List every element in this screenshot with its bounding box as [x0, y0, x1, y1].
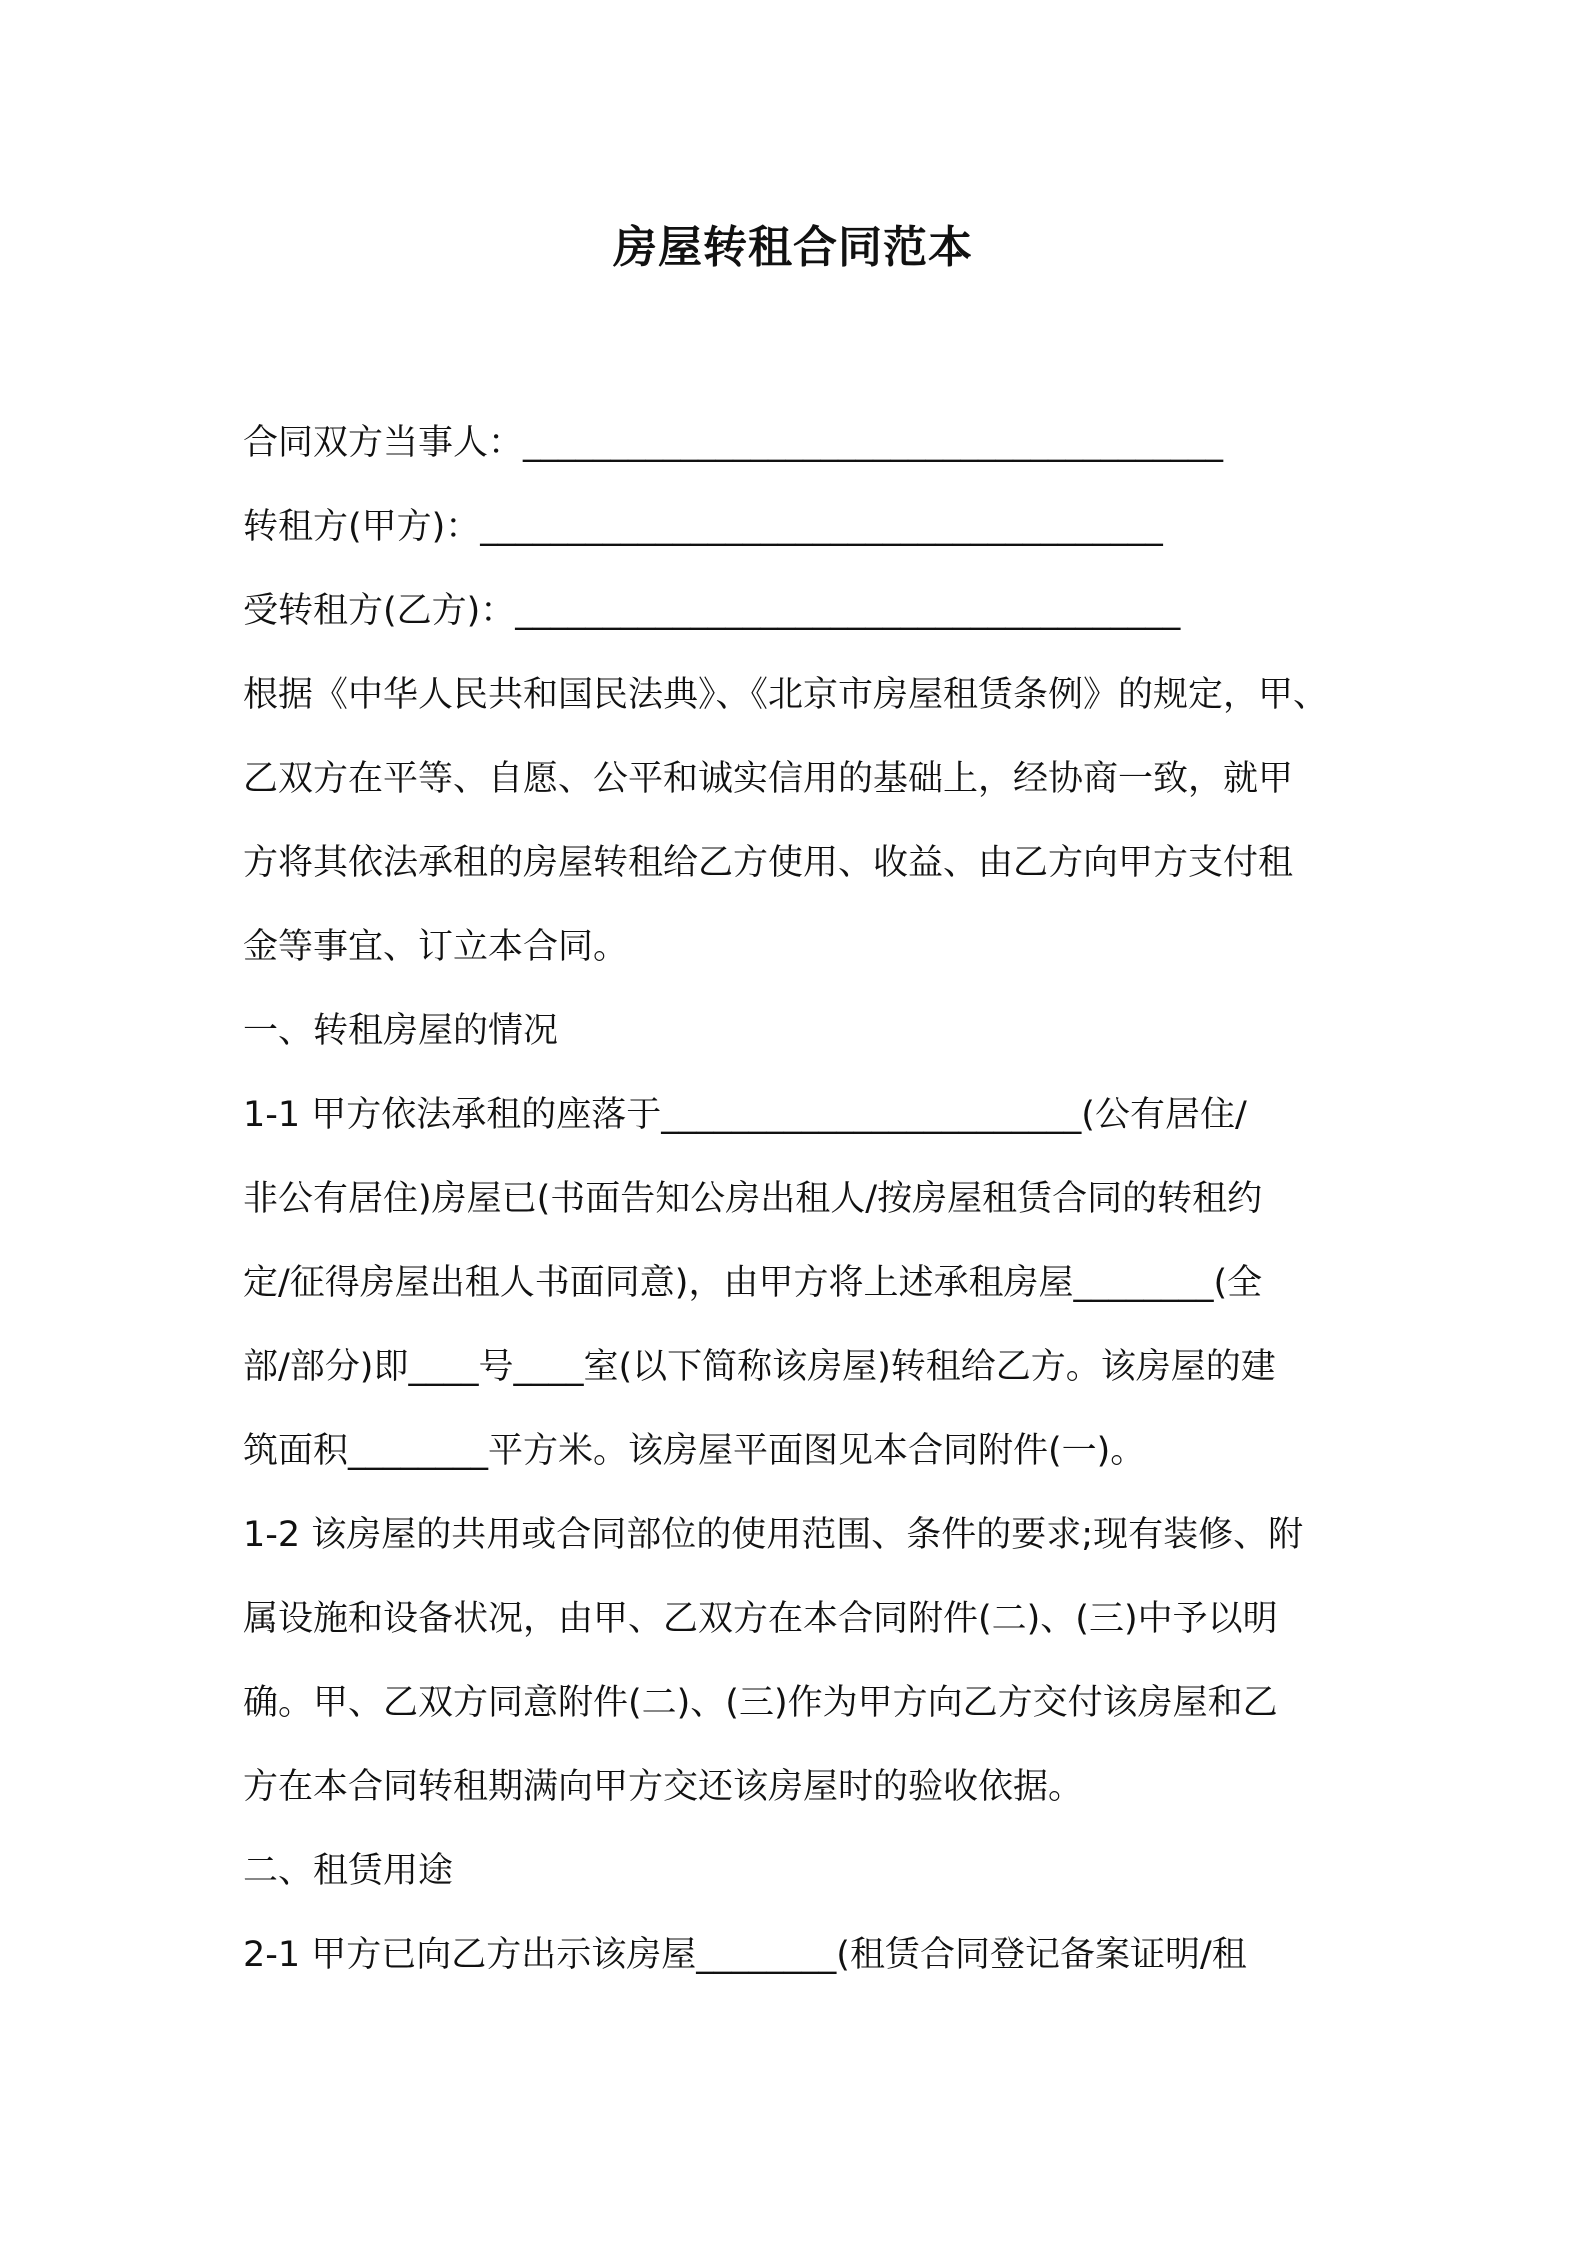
clause-1-2-line-4: 方在本合同转租期满向甲方交还该房屋时的验收依据。 [243, 1767, 1084, 1807]
clause-1-2-line-3: 确。甲、乙双方同意附件(二)、(三)作为甲方向乙方交付该房屋和乙 [243, 1683, 1278, 1723]
parties-line: 合同双方当事人：________________________________________ [243, 423, 1224, 463]
sublessor-line: 转租方(甲方)：_______________________________________ [243, 507, 1163, 547]
clause-1-1-line-4: 部/部分)即____号____室(以下简称该房屋)转租给乙方。该房屋的建 [243, 1347, 1276, 1387]
sublessee-line: 受转租方(乙方)：______________________________________ [243, 591, 1181, 631]
clause-1-2-line-1: 1-2 该房屋的共用或合同部位的使用范围、条件的要求;现有装修、附 [243, 1515, 1304, 1555]
section-heading-1: 一、转租房屋的情况 [243, 1011, 559, 1051]
preamble-line-2: 乙双方在平等、自愿、公平和诚实信用的基础上，经协商一致，就甲 [243, 759, 1294, 799]
clause-2-1-line-1: 2-1 甲方已向乙方出示该房屋________(租赁合同登记备案证明/租 [243, 1935, 1247, 1975]
section-heading-2: 二、租赁用途 [243, 1851, 454, 1891]
clause-1-1-line-3: 定/征得房屋出租人书面同意)，由甲方将上述承租房屋________(全 [243, 1263, 1263, 1303]
clause-1-1-line-2: 非公有居住)房屋已(书面告知公房出租人/按房屋租赁合同的转租约 [243, 1179, 1263, 1219]
document-title: 房屋转租合同范本 [613, 222, 973, 273]
clause-1-1-line-1: 1-1 甲方依法承租的座落于________________________(公有居住/ [243, 1095, 1247, 1135]
preamble-line-3: 方将其依法承租的房屋转租给乙方使用、收益、由乙方向甲方支付租 [243, 843, 1294, 883]
preamble-line-4: 金等事宜、订立本合同。 [243, 927, 629, 967]
preamble-line-1: 根据《中华人民共和国民法典》、《北京市房屋租赁条例》的规定，甲、 [243, 675, 1329, 715]
clause-1-1-line-5: 筑面积________平方米。该房屋平面图见本合同附件(一)。 [243, 1431, 1146, 1471]
clause-1-2-line-2: 属设施和设备状况，由甲、乙双方在本合同附件(二)、(三)中予以明 [243, 1599, 1278, 1639]
